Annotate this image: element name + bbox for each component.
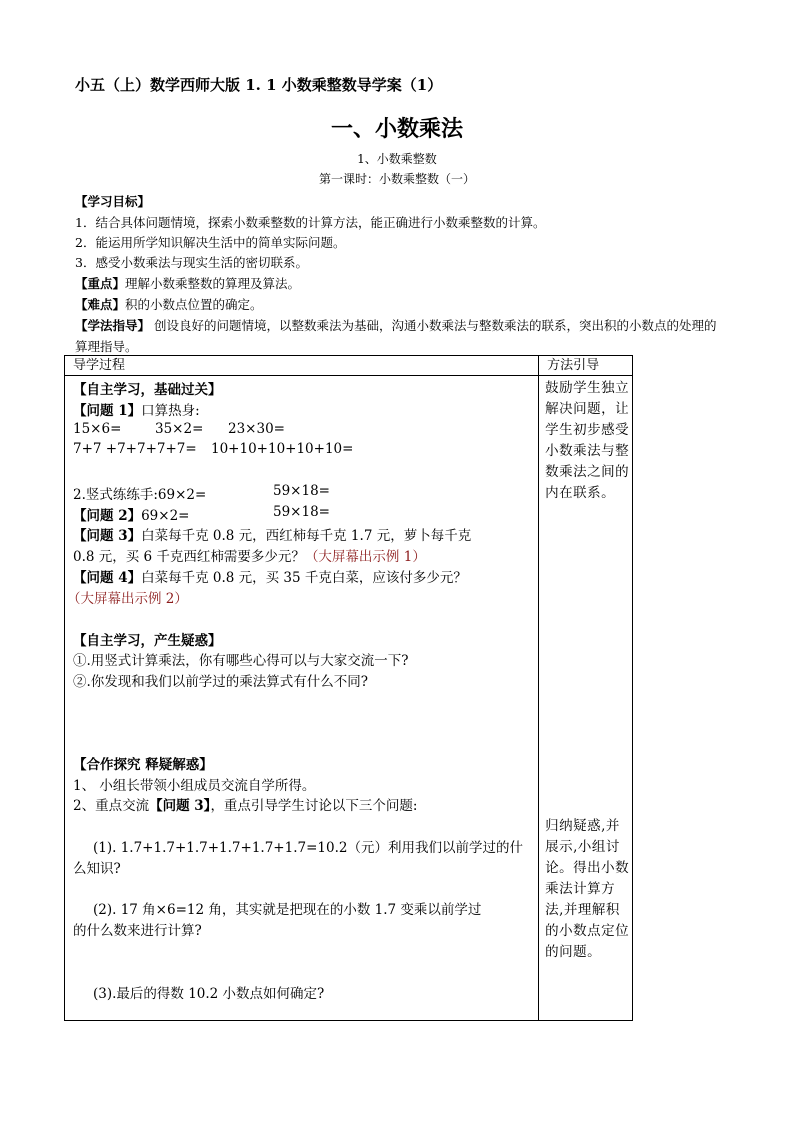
- key-point-label: 【重点】: [75, 276, 126, 291]
- question-1-label: 【问题 1】: [73, 403, 142, 419]
- key-point: [75, 274, 300, 292]
- method-guide-1: 鼓励学生独立解决问题，让学生初步感受小数乘法与整数乘法之间的内在联系。: [545, 380, 630, 501]
- question-3-cont: [73, 545, 426, 565]
- discussion-question-3: (3).最后的得数 10.2 小数点如何确定?: [93, 986, 325, 1002]
- vertical-practice: 2.竖式练练手:69×2=: [73, 487, 207, 503]
- coop-text: ，重点引导学生讨论以下三个问题:: [210, 798, 418, 814]
- doubt-item: ①.用竖式计算乘法，你有哪些心得可以与大家交流一下?: [73, 653, 409, 669]
- cooperation-item: [73, 794, 418, 814]
- discussion-question-2: (2). 17 角×6=12 角，其实就是把现在的小数 1.7 变乘以前学过: [93, 902, 482, 918]
- coop-text: 2、重点交流: [73, 798, 150, 814]
- question-3: [73, 524, 471, 544]
- document-title: 小五（上）数学西师大版 1. 1 小数乘整数导学案（1）: [75, 76, 443, 94]
- cooperation-heading: 【合作探究 释疑解惑】: [73, 757, 213, 773]
- self-study-heading: 【自主学习，基础过关】: [73, 382, 222, 398]
- discussion-question-1: (1). 1.7+1.7+1.7+1.7+1.7+1.7=10.2（元）利用我们以前学过的什: [93, 840, 523, 856]
- doubt-item: ②.你发现和我们以前学过的乘法算式有什么不同?: [73, 674, 369, 690]
- objective-item: 2．能运用所学知识解决生活中的简单实际问题。: [75, 235, 346, 250]
- question-3-note: （大屏幕出示例 1）: [304, 549, 426, 565]
- method-guide-2: 归纳疑惑,并展示,小组讨论。得出小数乘法计算方法,并理解积的小数点定位的问题。: [545, 818, 630, 960]
- question-2: [73, 504, 189, 524]
- calc-item: 35×2=: [155, 421, 204, 437]
- question-4-text: 白菜每千克 0.8 元，买 35 千克白菜，应该付多少元？: [141, 570, 467, 586]
- objective-item: 1．结合具体问题情境，探索小数乘整数的计算方法，能正确进行小数乘整数的计算。: [75, 215, 546, 230]
- vertical-practice: 59×18=: [273, 483, 330, 499]
- key-point-text: 理解小数乘整数的算理及算法。: [125, 276, 301, 291]
- question-2-label: 【问题 2】: [73, 508, 142, 524]
- objectives-heading: 【学习目标】: [75, 194, 151, 209]
- lesson-subtitle: 1、小数乘整数: [357, 152, 437, 166]
- coop-question-ref: 【问题 3】: [149, 798, 211, 814]
- question-4-label: 【问题 4】: [73, 570, 142, 586]
- question-4-note: （大屏幕出示例 2）: [67, 591, 188, 607]
- difficulty-text: 积的小数点位置的确定。: [125, 297, 263, 312]
- discussion-question-1-cont: 么知识?: [73, 861, 121, 877]
- question-1: [73, 399, 200, 419]
- process-cell: [65, 376, 539, 1021]
- question-4: [73, 566, 467, 586]
- method-cell: [539, 376, 633, 1021]
- period-subtitle: 第一课时：小数乘整数（一）: [318, 172, 475, 186]
- column-header-process: 导学过程: [65, 356, 539, 376]
- question-2-calc: 59×18=: [273, 504, 330, 520]
- column-header-method: 方法引导: [539, 356, 633, 376]
- section-title: 一、小数乘法: [330, 117, 463, 142]
- difficulty-label: 【难点】: [75, 297, 126, 312]
- study-guide-text: 创设良好的问题情境，以整数乘法为基础，沟通小数乘法与整数乘法的联系，突出积的小数点的处理的算理指导。: [75, 318, 717, 354]
- calc-item: 15×6=: [73, 421, 122, 437]
- cooperation-item: 1、 小组长带领小组成员交流自学所得。: [73, 778, 316, 794]
- lesson-table: [64, 355, 633, 1021]
- question-2-calc: 69×2=: [141, 508, 190, 524]
- question-3-label: 【问题 3】: [73, 528, 142, 544]
- study-guide: [75, 315, 725, 357]
- discussion-question-2-cont: 的什么数来进行计算?: [73, 923, 202, 939]
- doubt-heading: 【自主学习，产生疑惑】: [73, 633, 222, 649]
- difficulty-point: [75, 295, 263, 313]
- calc-item: 23×30=: [228, 421, 285, 437]
- calc-item: 10+10+10+10+10=: [211, 441, 354, 457]
- question-3-text-cont: 0.8 元，买 6 千克西红柿需要多少元？: [73, 549, 305, 565]
- question-1-text: 口算热身:: [141, 403, 200, 419]
- question-3-text: 白菜每千克 0.8 元，西红柿每千克 1.7 元，萝卜每千克: [141, 528, 472, 544]
- objective-item: 3．感受小数乘法与现实生活的密切联系。: [75, 255, 308, 270]
- study-guide-label: 【学法指导】: [75, 318, 151, 333]
- calc-item: 7+7 +7+7+7+7=: [73, 441, 197, 457]
